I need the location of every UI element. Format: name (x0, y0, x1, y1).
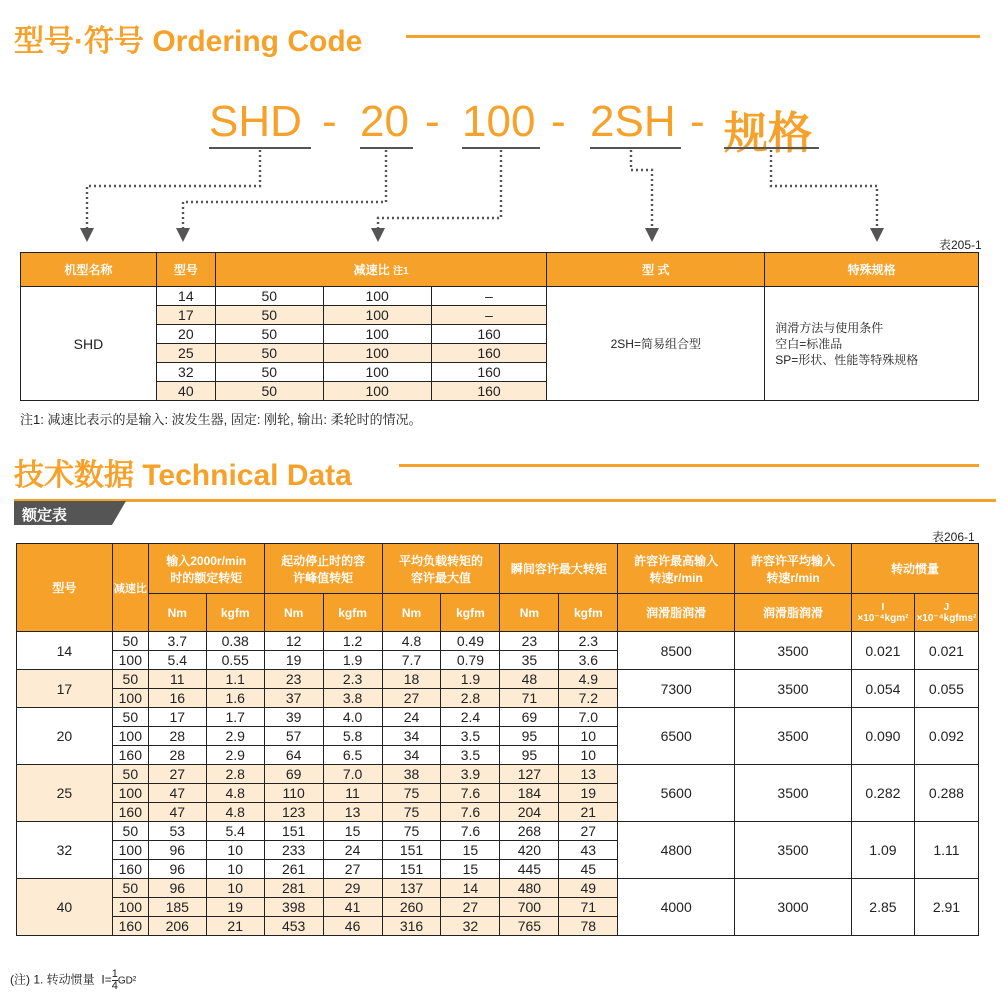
value-cell: 75 (382, 784, 441, 803)
value-cell: 27 (148, 765, 206, 784)
special-line: SP=形状、性能等特殊规格 (775, 352, 919, 367)
ratio-cell: 50 (112, 670, 148, 689)
value-cell: 11 (323, 784, 382, 803)
value-cell: 7.0 (559, 708, 618, 727)
value-cell: 0.79 (441, 651, 500, 670)
value-cell: 12 (264, 632, 323, 651)
value-cell: 10 (206, 879, 264, 898)
ratio-cell: 160 (112, 860, 148, 879)
value-cell: 71 (559, 898, 618, 917)
value-cell: 0.55 (206, 651, 264, 670)
grease-label: 润滑脂润滑 (618, 594, 735, 632)
value-cell: 4.0 (323, 708, 382, 727)
speed-cell: 3500 (735, 670, 852, 708)
subsection-title: 额定表 (22, 507, 68, 524)
value-cell: 151 (382, 841, 441, 860)
value-cell: 34 (382, 727, 441, 746)
value-cell: 18 (382, 670, 441, 689)
value-cell: 0.38 (206, 632, 264, 651)
size-cell: 20 (156, 325, 215, 344)
formula-rhs: GD² (117, 975, 137, 987)
value-cell: 3.9 (441, 765, 500, 784)
speed-cell: 6500 (618, 708, 735, 765)
value-cell: 2.8 (206, 765, 264, 784)
ratio-cell: 100 (112, 727, 148, 746)
speed-cell: 7300 (618, 670, 735, 708)
special-cell (765, 287, 979, 401)
value-cell: 27 (323, 860, 382, 879)
ratio-cell: – (431, 306, 547, 325)
unit-nm: Nm (500, 594, 559, 632)
value-cell: 453 (264, 917, 323, 936)
ratio-cell: 100 (323, 382, 431, 401)
inertia-cell: 0.282 (851, 765, 914, 822)
value-cell: 75 (382, 803, 441, 822)
size-cell: 20 (17, 708, 113, 765)
value-cell: 96 (148, 841, 206, 860)
value-cell: 37 (264, 689, 323, 708)
size-cell: 14 (156, 287, 215, 306)
subsection-rule (14, 499, 996, 502)
value-cell: 15 (441, 860, 500, 879)
ratio-cell: 100 (323, 363, 431, 382)
ratio-cell: 50 (215, 344, 323, 363)
inertia-cell: 0.288 (914, 765, 978, 822)
value-cell: 47 (148, 784, 206, 803)
header-inertia: 转动惯量 (851, 544, 978, 594)
type-cell: 2SH=简易组合型 (547, 287, 765, 401)
value-cell: 45 (559, 860, 618, 879)
formula-lhs: I (101, 972, 105, 987)
unit-kgfm: kgfm (323, 594, 382, 632)
ratio-cell: 160 (431, 382, 547, 401)
value-cell: 19 (559, 784, 618, 803)
code-size: 20 (360, 97, 409, 146)
value-cell: 206 (148, 917, 206, 936)
ratio-cell: 100 (323, 287, 431, 306)
value-cell: 7.6 (441, 822, 500, 841)
value-cell: 13 (323, 803, 382, 822)
header-max-speed: 許容许最高输入 转速r/min (618, 544, 735, 594)
ratio-cell: 50 (112, 879, 148, 898)
value-cell: 16 (148, 689, 206, 708)
size-cell: 17 (17, 670, 113, 708)
size-cell: 32 (17, 822, 113, 879)
header-size: 型号 (156, 253, 215, 287)
value-cell: 53 (148, 822, 206, 841)
ratio-cell: 50 (215, 287, 323, 306)
value-cell: 24 (382, 708, 441, 727)
value-cell: 7.6 (441, 803, 500, 822)
ratio-cell: 100 (112, 651, 148, 670)
ratio-cell: 100 (112, 784, 148, 803)
ratio-cell: – (431, 287, 547, 306)
value-cell: 4.8 (206, 784, 264, 803)
value-cell: 1.7 (206, 708, 264, 727)
value-cell: 10 (559, 746, 618, 765)
inertia-cell: 0.021 (914, 632, 978, 670)
rating-table (16, 543, 979, 936)
table-ref-205: 表205-1 (939, 238, 982, 252)
code-dash: - (551, 97, 566, 146)
value-cell: 700 (500, 898, 559, 917)
size-cell: 40 (156, 382, 215, 401)
value-cell: 95 (500, 746, 559, 765)
unit-inertia-i: I ×10⁻⁴kgm² (851, 594, 914, 632)
ratio-cell: 100 (112, 689, 148, 708)
value-cell: 27 (441, 898, 500, 917)
value-cell: 2.9 (206, 727, 264, 746)
ratio-cell: 50 (112, 632, 148, 651)
code-model: SHD (209, 97, 302, 146)
value-cell: 43 (559, 841, 618, 860)
value-cell: 23 (264, 670, 323, 689)
value-cell: 41 (323, 898, 382, 917)
value-cell: 480 (500, 879, 559, 898)
value-cell: 11 (148, 670, 206, 689)
inertia-cell: 2.91 (914, 879, 978, 936)
unit-nm: Nm (264, 594, 323, 632)
ratio-cell: 160 (112, 803, 148, 822)
unit-kgfm: kgfm (206, 594, 264, 632)
code-dash: - (425, 97, 440, 146)
size-cell: 40 (17, 879, 113, 936)
value-cell: 2.8 (441, 689, 500, 708)
value-cell: 46 (323, 917, 382, 936)
inertia-cell: 0.092 (914, 708, 978, 765)
value-cell: 48 (500, 670, 559, 689)
value-cell: 28 (148, 746, 206, 765)
value-cell: 39 (264, 708, 323, 727)
speed-cell: 3500 (735, 822, 852, 879)
ratio-cell: 100 (323, 344, 431, 363)
value-cell: 24 (323, 841, 382, 860)
value-cell: 185 (148, 898, 206, 917)
ratio-cell: 100 (323, 325, 431, 344)
value-cell: 3.8 (323, 689, 382, 708)
size-cell: 14 (17, 632, 113, 670)
speed-cell: 4000 (618, 879, 735, 936)
inertia-cell: 0.090 (851, 708, 914, 765)
value-cell: 316 (382, 917, 441, 936)
value-cell: 4.8 (206, 803, 264, 822)
model-name-cell: SHD (21, 287, 157, 401)
ratio-cell: 100 (112, 841, 148, 860)
ratio-cell: 50 (112, 822, 148, 841)
value-cell: 15 (441, 841, 500, 860)
value-cell: 5.4 (206, 822, 264, 841)
value-cell: 21 (559, 803, 618, 822)
value-cell: 420 (500, 841, 559, 860)
value-cell: 21 (206, 917, 264, 936)
value-cell: 184 (500, 784, 559, 803)
value-cell: 0.49 (441, 632, 500, 651)
footnote-text: (注) 1. 转动惯量 (10, 972, 95, 987)
header-peak-torque: 起动停止时的容 许峰值转矩 (264, 544, 382, 594)
value-cell: 78 (559, 917, 618, 936)
header-average-speed: 許容许平均输入 转速r/min (735, 544, 852, 594)
header-size: 型号 (17, 544, 113, 632)
value-cell: 4.8 (382, 632, 441, 651)
value-cell: 3.7 (148, 632, 206, 651)
code-spec: 规格 (724, 109, 812, 158)
code-connector-arrows (0, 140, 1000, 250)
value-cell: 15 (323, 822, 382, 841)
size-cell: 17 (156, 306, 215, 325)
value-cell: 3.5 (441, 746, 500, 765)
speed-cell: 3000 (735, 879, 852, 936)
code-dash: - (690, 97, 705, 146)
value-cell: 765 (500, 917, 559, 936)
value-cell: 281 (264, 879, 323, 898)
ordering-table (20, 252, 979, 401)
ordering-title: 型号·符号 Ordering Code (14, 25, 363, 58)
value-cell: 7.7 (382, 651, 441, 670)
value-cell: 1.6 (206, 689, 264, 708)
value-cell: 233 (264, 841, 323, 860)
ratio-cell: 160 (431, 344, 547, 363)
header-average-torque: 平均负载转矩的 容许最大值 (382, 544, 500, 594)
value-cell: 7.2 (559, 689, 618, 708)
speed-cell: 5600 (618, 765, 735, 822)
value-cell: 10 (559, 727, 618, 746)
inertia-cell: 0.055 (914, 670, 978, 708)
value-cell: 17 (148, 708, 206, 727)
unit-nm: Nm (382, 594, 441, 632)
value-cell: 69 (500, 708, 559, 727)
table-row (17, 822, 979, 841)
value-cell: 23 (500, 632, 559, 651)
technical-title: 技术数据 Technical Data (14, 459, 352, 492)
ratio-cell: 100 (112, 898, 148, 917)
value-cell: 1.9 (323, 651, 382, 670)
header-ratio: 减速比 (112, 544, 148, 632)
value-cell: 7.0 (323, 765, 382, 784)
value-cell: 96 (148, 860, 206, 879)
value-cell: 398 (264, 898, 323, 917)
inertia-cell: 2.85 (851, 879, 914, 936)
ordering-title-rule (406, 35, 980, 38)
ratio-cell: 160 (431, 363, 547, 382)
value-cell: 28 (148, 727, 206, 746)
special-line: 空白=标准品 (775, 336, 843, 351)
ratio-cell: 160 (431, 325, 547, 344)
code-ratio: 100 (462, 97, 536, 146)
table-row (17, 708, 979, 727)
value-cell: 1.2 (323, 632, 382, 651)
value-cell: 1.9 (441, 670, 500, 689)
value-cell: 27 (382, 689, 441, 708)
table-ref-206: 表206-1 (932, 530, 975, 544)
value-cell: 3.5 (441, 727, 500, 746)
table-row (17, 632, 979, 651)
ratio-cell: 50 (215, 306, 323, 325)
speed-cell: 3500 (735, 708, 852, 765)
header-ratio: 减速比 注1 (215, 253, 547, 287)
unit-nm: Nm (148, 594, 206, 632)
value-cell: 49 (559, 879, 618, 898)
ratio-cell: 50 (215, 382, 323, 401)
value-cell: 13 (559, 765, 618, 784)
inertia-cell: 1.11 (914, 822, 978, 879)
value-cell: 19 (206, 898, 264, 917)
value-cell: 260 (382, 898, 441, 917)
ordering-note: 注1: 减速比表示的是输入: 波发生器, 固定: 刚轮, 输出: 柔轮时的情况。 (20, 412, 422, 427)
size-cell: 32 (156, 363, 215, 382)
value-cell: 2.4 (441, 708, 500, 727)
value-cell: 34 (382, 746, 441, 765)
ratio-cell: 160 (112, 746, 148, 765)
value-cell: 151 (264, 822, 323, 841)
value-cell: 5.8 (323, 727, 382, 746)
ratio-cell: 50 (112, 708, 148, 727)
value-cell: 445 (500, 860, 559, 879)
speed-cell: 4800 (618, 822, 735, 879)
value-cell: 10 (206, 860, 264, 879)
size-cell: 25 (17, 765, 113, 822)
header-model-name: 机型名称 (21, 253, 157, 287)
value-cell: 2.3 (559, 632, 618, 651)
value-cell: 2.3 (323, 670, 382, 689)
value-cell: 95 (500, 727, 559, 746)
header-momentary-torque: 瞬间容许最大转矩 (500, 544, 618, 594)
value-cell: 57 (264, 727, 323, 746)
special-line: 润滑方法与使用条件 (775, 320, 884, 335)
value-cell: 71 (500, 689, 559, 708)
value-cell: 261 (264, 860, 323, 879)
inertia-cell: 0.021 (851, 632, 914, 670)
size-cell: 25 (156, 344, 215, 363)
speed-cell: 8500 (618, 632, 735, 670)
rating-table-body (17, 632, 979, 936)
grease-label: 润滑脂润滑 (735, 594, 852, 632)
technical-title-rule (399, 464, 979, 467)
speed-cell: 3500 (735, 632, 852, 670)
table-row (17, 765, 979, 784)
value-cell: 38 (382, 765, 441, 784)
value-cell: 27 (559, 822, 618, 841)
table-row (17, 879, 979, 898)
value-cell: 7.6 (441, 784, 500, 803)
ratio-cell: 100 (323, 306, 431, 325)
value-cell: 96 (148, 879, 206, 898)
value-cell: 204 (500, 803, 559, 822)
value-cell: 19 (264, 651, 323, 670)
speed-cell: 3500 (735, 765, 852, 822)
value-cell: 110 (264, 784, 323, 803)
unit-kgfm: kgfm (441, 594, 500, 632)
inertia-footnote: (注) 1. 转动惯量 I= $\frac{1}{4}$ GD² (10, 968, 137, 992)
code-dash: - (322, 97, 337, 146)
unit-kgfm: kgfm (559, 594, 618, 632)
ratio-cell: 50 (215, 363, 323, 382)
inertia-cell: 1.09 (851, 822, 914, 879)
formula-fraction: $\frac{1}{4}$ (111, 968, 118, 992)
header-type: 型 式 (547, 253, 765, 287)
value-cell: 137 (382, 879, 441, 898)
code-type: 2SH (590, 97, 676, 146)
header-special: 特殊规格 (765, 253, 979, 287)
value-cell: 14 (441, 879, 500, 898)
value-cell: 29 (323, 879, 382, 898)
ratio-cell: 160 (112, 917, 148, 936)
value-cell: 151 (382, 860, 441, 879)
subsection-tab (14, 501, 112, 525)
value-cell: 1.1 (206, 670, 264, 689)
value-cell: 123 (264, 803, 323, 822)
unit-inertia-j: J ×10⁻⁴kgfms² (914, 594, 978, 632)
value-cell: 6.5 (323, 746, 382, 765)
table-row (17, 670, 979, 689)
value-cell: 64 (264, 746, 323, 765)
inertia-cell: 0.054 (851, 670, 914, 708)
header-rated-torque: 输入2000r/min 时的额定转矩 (148, 544, 264, 594)
value-cell: 47 (148, 803, 206, 822)
value-cell: 2.9 (206, 746, 264, 765)
value-cell: 5.4 (148, 651, 206, 670)
value-cell: 69 (264, 765, 323, 784)
value-cell: 35 (500, 651, 559, 670)
ratio-cell: 50 (215, 325, 323, 344)
value-cell: 268 (500, 822, 559, 841)
value-cell: 75 (382, 822, 441, 841)
value-cell: 127 (500, 765, 559, 784)
value-cell: 3.6 (559, 651, 618, 670)
value-cell: 10 (206, 841, 264, 860)
value-cell: 32 (441, 917, 500, 936)
value-cell: 4.9 (559, 670, 618, 689)
ratio-cell: 50 (112, 765, 148, 784)
